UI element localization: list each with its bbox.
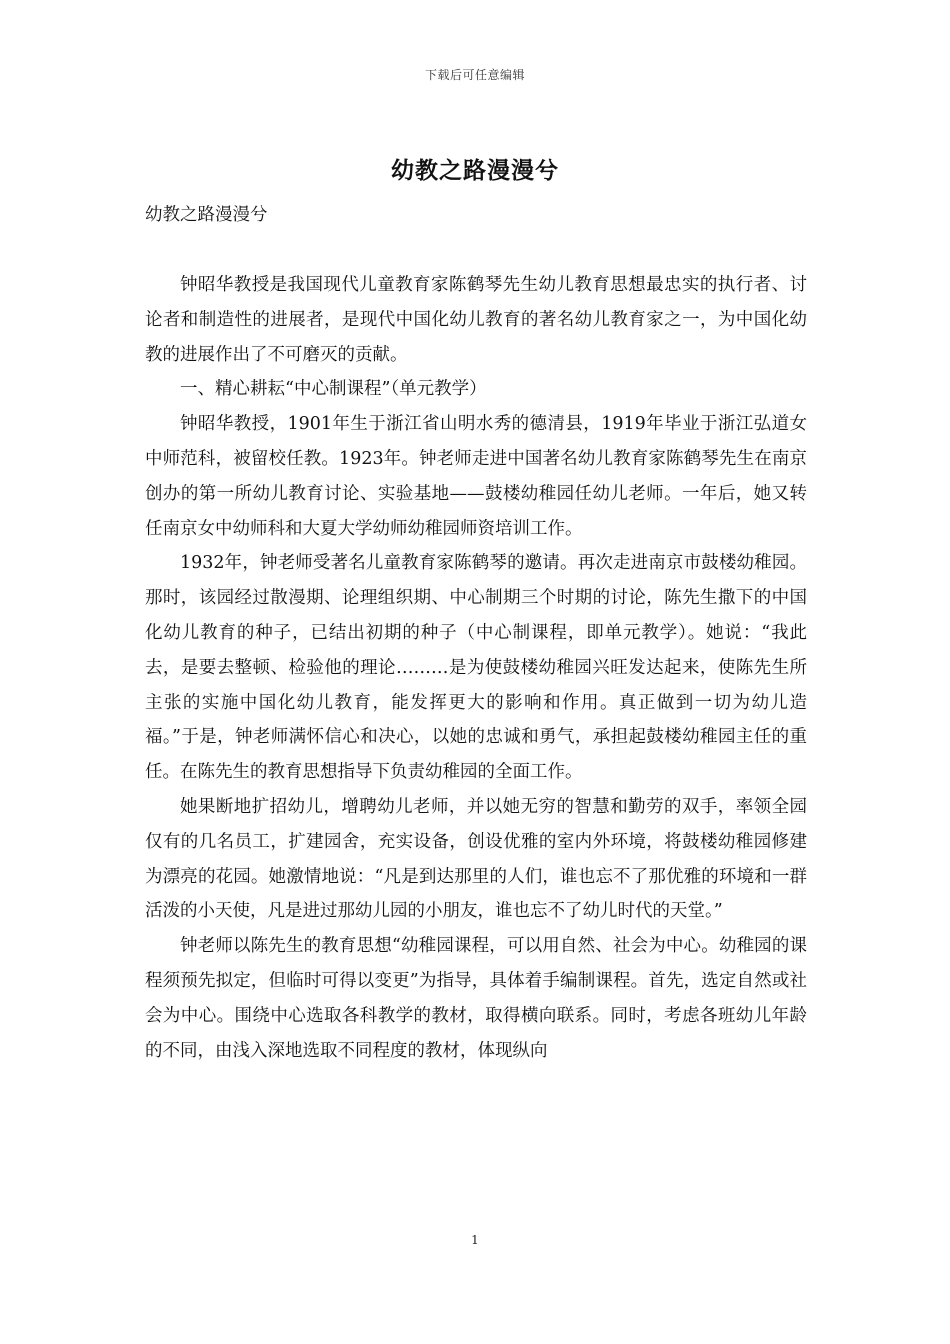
document-body bbox=[145, 268, 807, 1068]
section-heading: 一、精心耕耘“中心制课程”（单元教学） bbox=[180, 379, 487, 400]
paragraph-1932: 1932年，钟老师受著名儿童教育家陈鹤琴的邀请。再次走进南京市鼓楼幼稚园。那时，该园经过散漫期、论理组织期、中心制期三个时期的讨论，陈先生撒下的中国化幼儿教育的种子，已结出初期的种子（中心制课程，即单元教学）。她说：“我此去，是要去整顿、检验他的理论………是为使鼓楼幼稚园兴旺发达起来，使陈先生所主张的实施中国化幼儿教育，能发挥更大的影响和作用。真正做到一切为幼儿造福。”于是，钟老师满怀信心和决心，以她的忠诚和勇气，承担起鼓楼幼稚园主任的重任。在陈先生的教育思想指导下负责幼稚园的全面工作。 bbox=[145, 553, 807, 783]
paragraph-expansion: 她果断地扩招幼儿，增聘幼儿老师，并以她无穷的智慧和勤劳的双手，率领全园仅有的几名员工，扩建园舍，充实设备，创设优雅的室内外环境，将鼓楼幼稚园修建为漂亮的花园。她激情地说：“凡是到达那里的人们，谁也忘不了那优雅的环境和一群活泼的小天使，凡是进过那幼儿园的小朋友，谁也忘不了幼儿时代的天堂。” bbox=[145, 796, 807, 922]
document-title: 幼教之路漫漫兮 bbox=[391, 157, 559, 184]
paragraph-curriculum: 钟老师以陈先生的教育思想“幼稚园课程，可以用自然、社会为中心。幼稚园的课程须预先拟定，但临时可得以变更”为指导，具体着手编制课程。首先，选定自然或社会为中心。围绕中心选取各科教学的教材，取得横向联系。同时，考虑各班幼儿年龄的不同，由浅入深地选取不同程度的教材，体现纵向 bbox=[145, 936, 807, 1061]
page-number: 1 bbox=[471, 1233, 479, 1247]
document-subtitle: 幼教之路漫漫兮 bbox=[145, 205, 268, 225]
header-note: 下载后可任意编辑 bbox=[424, 68, 525, 82]
paragraph-biography: 钟昭华教授，1901年生于浙江省山明水秀的德清县，1919年毕业于浙江弘道女中师范科，被留校任教。1923年。钟老师走进中国著名幼儿教育家陈鹤琴先生在南京创办的第一所幼儿教育讨论、实验基地——鼓楼幼稚园任幼儿老师。一年后，她又转任南京女中幼师科和大夏大学幼师幼稚园师资培训工作。 bbox=[145, 414, 807, 539]
paragraph-intro: 钟昭华教授是我国现代儿童教育家陈鹤琴先生幼儿教育思想最忠实的执行者、讨论者和制造性的进展者，是现代中国化幼儿教育的著名幼儿教育家之一，为中国化幼教的进展作出了不可磨灭的贡献。 bbox=[145, 275, 807, 365]
